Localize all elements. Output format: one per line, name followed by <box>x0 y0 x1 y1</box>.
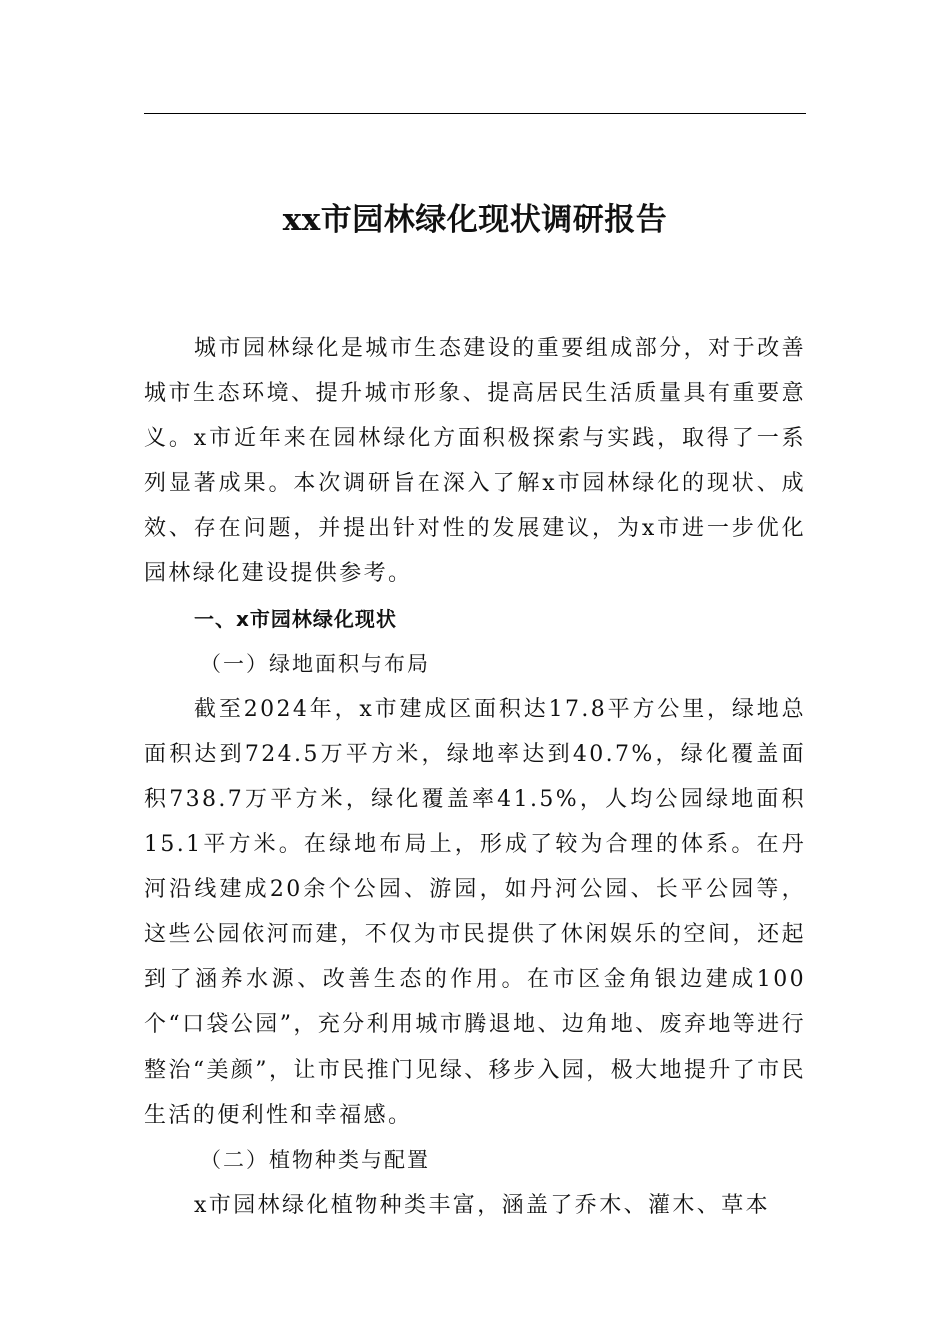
document-title: xx市园林绿化现状调研报告 <box>282 202 668 238</box>
plant-species-paragraph: x市园林绿化植物种类丰富，涵盖了乔木、灌木、草本 <box>194 1192 771 1218</box>
green-area-paragraph: 截至2024年，x市建成区面积达17.8平方公里，绿地总面积达到724.5万平方米，绿地率达到40.7%，绿化覆盖面积738.7万平方米，绿化覆盖率41.5%，人均公园绿地面积15.1平方米。在绿地布局上，形成了较为合理的体系。在丹河沿线建成20余个公园、游园，如丹河公园、长平公园等，这些公园依河而建，不仅为市民提供了休闲娱乐的空间，还起到了涵养水源、改善生态的作用。在市区金角银边建成100个“口袋公园”，充分利用城市腾退地、边角地、废弃地等进行整治“美颜”，让市民推门见绿、移步入园，极大地提升了市民生活的便利性和幸福感。 <box>144 696 806 1128</box>
section-heading-current-status: 一、x市园林绿化现状 <box>194 606 397 631</box>
subsection-heading-green-area: （一）绿地面积与布局 <box>200 651 430 676</box>
subsection-heading-plant-species: （二）植物种类与配置 <box>200 1147 430 1172</box>
header-rule <box>144 113 806 114</box>
document-body <box>144 326 806 1228</box>
intro-paragraph: 城市园林绿化是城市生态建设的重要组成部分，对于改善城市生态环境、提升城市形象、提高居民生活质量具有重要意义。x市近年来在园林绿化方面积极探索与实践，取得了一系列显著成果。本次调研旨在深入了解x市园林绿化的现状、成效、存在问题，并提出针对性的发展建议，为x市进一步优化园林绿化建设提供参考。 <box>144 336 806 587</box>
